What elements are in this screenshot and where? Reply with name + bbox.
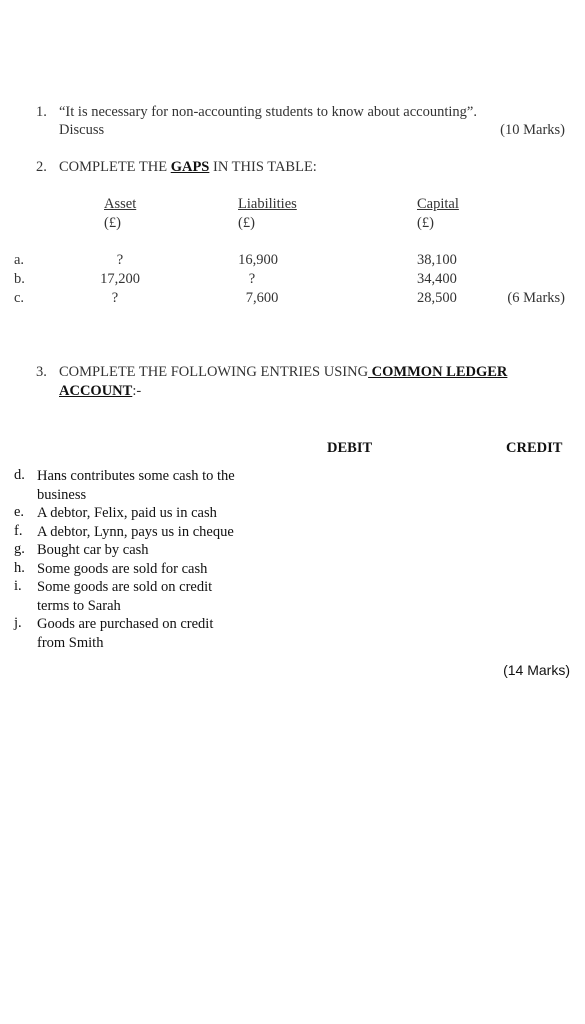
- entries-list: [14, 467, 314, 667]
- entry-letter: g.: [14, 541, 25, 557]
- entry-letter: d.: [14, 467, 25, 483]
- q3-marks: (14 Marks): [503, 662, 570, 678]
- q2-title-suffix: IN THIS TABLE:: [209, 159, 317, 175]
- header-asset-unit: (£): [104, 215, 121, 231]
- entry-text-line: Hans contributes some cash to the: [37, 468, 235, 484]
- cell-asset: ?: [116, 252, 124, 268]
- debit-header: DEBIT: [327, 440, 373, 456]
- header-liabilities: Liabilities: [238, 196, 297, 212]
- entry-letter: f.: [14, 522, 23, 539]
- entry-item: [14, 541, 314, 560]
- entry-text: [37, 578, 212, 615]
- entry-text-line: Some goods are sold for cash: [37, 560, 208, 577]
- entry-text: [37, 467, 235, 504]
- q2-title: [59, 159, 317, 176]
- cell-liabilities: 7,600: [245, 290, 279, 306]
- credit-header: CREDIT: [506, 440, 563, 456]
- cell-asset: ?: [111, 290, 119, 306]
- q1-text-line2: Discuss: [59, 122, 105, 138]
- entry-text-line: Bought car by cash: [37, 542, 149, 558]
- q3-title-suffix: :-: [132, 383, 142, 399]
- q1-text-line1: “It is necessary for non-accounting students to know about accounting”.: [59, 104, 477, 120]
- entry-letter: h.: [14, 559, 25, 576]
- header-capital: Capital: [417, 196, 459, 212]
- entry-text: [37, 615, 213, 652]
- entry-item: [14, 615, 314, 652]
- q1-number: 1.: [36, 104, 47, 120]
- cell-asset: 17,200: [100, 271, 140, 287]
- q3-number: 3.: [36, 364, 47, 380]
- header-capital-unit: (£): [417, 215, 434, 231]
- entry-text-line: Goods are purchased on credit: [37, 616, 214, 632]
- entry-text-line: Some goods are sold on credit: [37, 579, 213, 595]
- q2-title-prefix: COMPLETE THE: [59, 159, 171, 175]
- entry-item: [14, 578, 314, 615]
- cell-liabilities: ?: [248, 271, 256, 287]
- entry-text-line: from Smith: [37, 634, 104, 651]
- entry-letter: e.: [14, 504, 25, 520]
- entry-text: [37, 523, 234, 542]
- entry-item: [14, 467, 314, 504]
- entry-text: [37, 560, 207, 579]
- q1-marks: (10 Marks): [500, 122, 565, 138]
- entry-item: [14, 560, 314, 579]
- cell-capital: 38,100: [417, 252, 457, 268]
- cell-capital: 28,500: [417, 290, 457, 306]
- entry-text-line: A debtor, Felix, paid us in cash: [37, 505, 217, 521]
- q3-title-prefix: COMPLETE THE FOLLOWING ENTRIES USING: [59, 364, 369, 380]
- q2-marks: (6 Marks): [507, 290, 565, 306]
- entry-text-line: terms to Sarah: [37, 597, 121, 614]
- row-letter: b.: [14, 271, 25, 287]
- entry-letter: j.: [14, 615, 22, 631]
- entry-text: [37, 504, 217, 523]
- entry-letter: i.: [14, 578, 22, 594]
- cell-capital: 34,400: [417, 271, 457, 287]
- row-letter: a.: [14, 252, 25, 268]
- q3-title-line2: [59, 383, 141, 400]
- q2-title-emph: GAPS: [170, 159, 210, 175]
- entry-text: [37, 541, 149, 560]
- row-letter: c.: [14, 290, 25, 306]
- entry-text-line: A debtor, Lynn, pays us in cheque: [37, 523, 234, 540]
- entry-text-line: business: [37, 486, 87, 503]
- q3-title-line1: [59, 364, 507, 381]
- q3-title-emph2: ACCOUNT: [59, 383, 133, 399]
- entry-item: [14, 523, 314, 542]
- entry-item: [14, 504, 314, 523]
- header-liabilities-unit: (£): [238, 215, 255, 231]
- cell-liabilities: 16,900: [238, 252, 278, 268]
- q3-title-emph1: COMMON LEDGER: [368, 364, 508, 380]
- header-asset: Asset: [104, 196, 137, 212]
- q2-number: 2.: [36, 159, 47, 175]
